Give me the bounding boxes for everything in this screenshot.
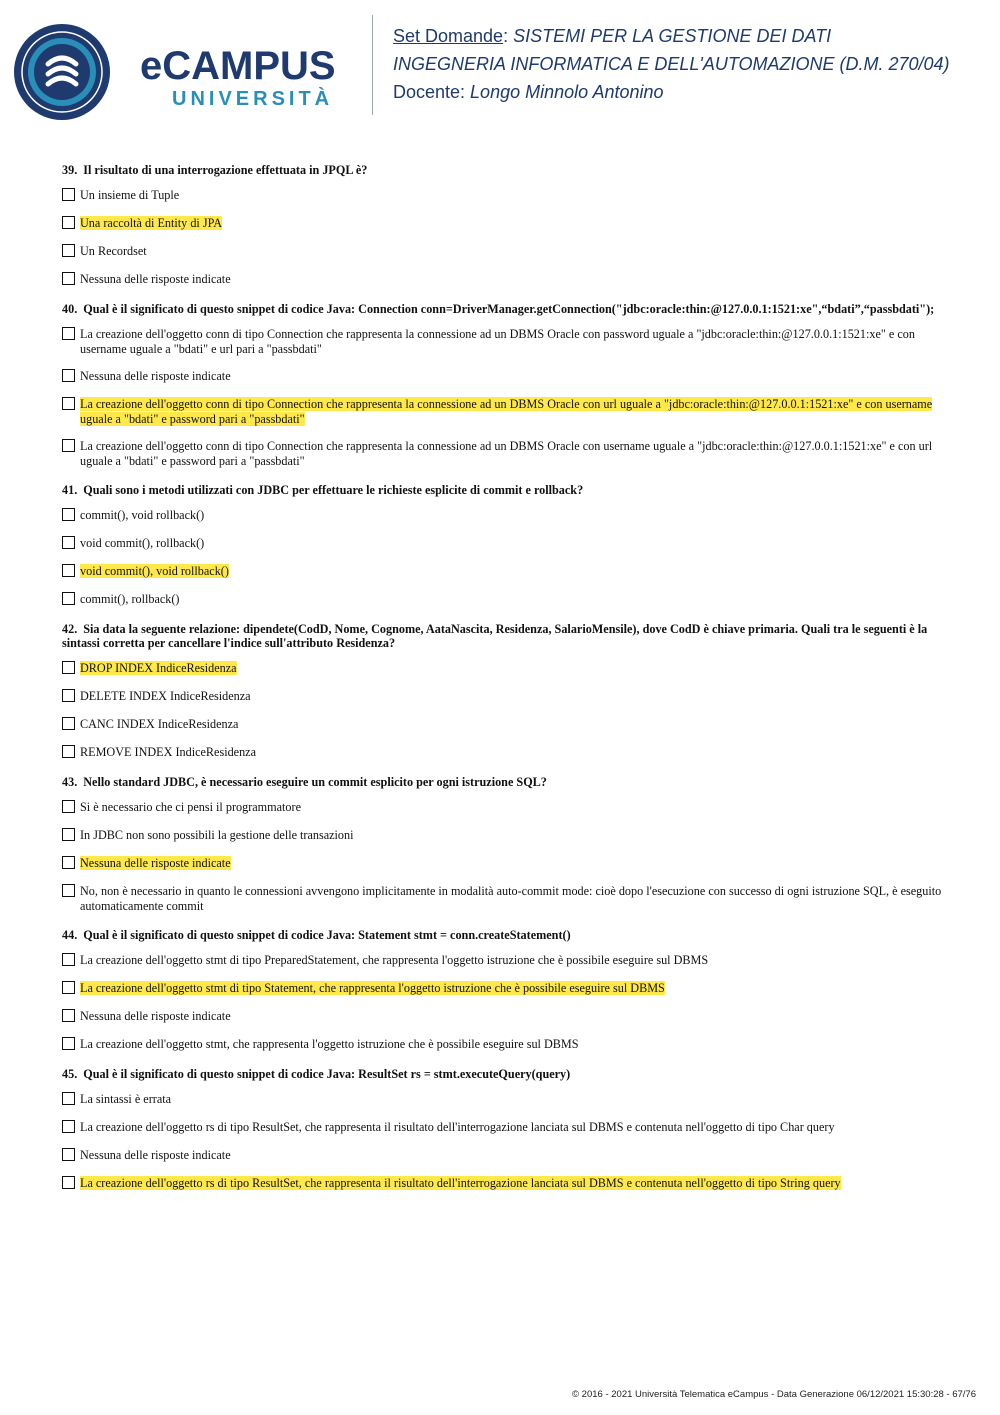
question (62, 163, 942, 288)
brand-name: eCAMPUS (140, 44, 336, 88)
answer-text: Nessuna delle risposte indicate (80, 1009, 231, 1023)
answer-option[interactable] (62, 953, 942, 969)
answer-text: CANC INDEX IndiceResidenza (80, 717, 239, 731)
answer-option[interactable] (62, 1037, 942, 1053)
answer-checkbox[interactable] (62, 828, 75, 841)
question (62, 1067, 942, 1192)
question-text: Il risultato di una interrogazione effettuata in JPQL è? (83, 163, 368, 177)
answer-text: La creazione dell'oggetto stmt, che rappresenta l'oggetto istruzione che è possibile eseguire sul DBMS (80, 1037, 579, 1051)
answer-option[interactable] (62, 717, 942, 733)
answer-checkbox[interactable] (62, 717, 75, 730)
teacher-line (393, 78, 950, 106)
answer-text: Nessuna delle risposte indicate (80, 856, 231, 870)
answer-text: Una raccoltà di Entity di JPA (80, 216, 223, 230)
answer-text: Un Recordset (80, 244, 147, 258)
header-divider (372, 15, 373, 115)
question-number: 42. (62, 622, 78, 636)
answer-text: Si è necessario che ci pensi il programmatore (80, 800, 301, 814)
question-title (62, 302, 942, 316)
question (62, 622, 942, 761)
question-text: Qual è il significato di questo snippet di codice Java: Statement stmt = conn.createStatement() (83, 928, 571, 942)
question (62, 483, 942, 608)
answer-checkbox[interactable] (62, 244, 75, 257)
question-title (62, 483, 942, 497)
answer-checkbox[interactable] (62, 884, 75, 897)
answer-checkbox[interactable] (62, 689, 75, 702)
answer-text: La sintassi è errata (80, 1092, 172, 1106)
answer-checkbox[interactable] (62, 592, 75, 605)
answer-text: void commit(), void rollback() (80, 564, 229, 578)
answer-option[interactable] (62, 508, 942, 524)
answer-option[interactable] (62, 884, 942, 914)
course-name: SISTEMI PER LA GESTIONE DEI DATI (513, 26, 832, 46)
answer-option[interactable] (62, 689, 942, 705)
answer-text: commit(), rollback() (80, 592, 180, 606)
answer-text: Un insieme di Tuple (80, 188, 180, 202)
answer-text: No, non è necessario in quanto le connessioni avvengono implicitamente in modalità auto-commit mode: cioè dopo l'esecuzione con successo di ogni istruzione SQL, è eseguito automaticamente commit (80, 884, 942, 913)
answer-text: Nessuna delle risposte indicate (80, 1148, 231, 1162)
question-text: Qual è il significato di questo snippet di codice Java: Connection conn=DriverManager.getConnection("jdbc:oracle:thin:@127.0.0.1:1521:xe",“bdati”,“passbdati"); (83, 302, 935, 316)
question-title (62, 928, 942, 942)
answer-checkbox[interactable] (62, 1037, 75, 1050)
answer-checkbox[interactable] (62, 800, 75, 813)
answer-option[interactable] (62, 1148, 942, 1164)
answer-option[interactable] (62, 1009, 942, 1025)
answer-text: DROP INDEX IndiceResidenza (80, 661, 237, 675)
answer-option[interactable] (62, 188, 942, 204)
answer-option[interactable] (62, 592, 942, 608)
question-text: Nello standard JDBC, è necessario eseguire un commit esplicito per ogni istruzione SQL? (83, 775, 547, 789)
question-title (62, 622, 942, 650)
answer-checkbox[interactable] (62, 564, 75, 577)
question-number: 41. (62, 483, 78, 497)
answer-option[interactable] (62, 800, 942, 816)
answer-option[interactable] (62, 856, 942, 872)
answer-text: commit(), void rollback() (80, 508, 205, 522)
answer-checkbox[interactable] (62, 1092, 75, 1105)
answer-option[interactable] (62, 1176, 942, 1192)
brand-subtitle: UNIVERSITÀ (172, 88, 334, 110)
answer-text: La creazione dell'oggetto stmt di tipo PreparedStatement, che rappresenta l'oggetto istruzione che è possibile eseguire sul DBMS (80, 953, 709, 967)
answer-text: La creazione dell'oggetto stmt di tipo Statement, che rappresenta l'oggetto istruzione che è possibile eseguire sul DBMS (80, 981, 665, 995)
answer-option[interactable] (62, 1120, 942, 1136)
answer-checkbox[interactable] (62, 1009, 75, 1022)
university-seal-icon (12, 22, 132, 122)
set-line: Set Domande: SISTEMI PER LA GESTIONE DEI DATI (393, 26, 832, 46)
ecampus-logo (12, 22, 372, 122)
question-text: Sia data la seguente relazione: dipendete(CodD, Nome, Cognome, AataNascita, Residenza, SalarioMensile), dove CodD è chiave primaria. Quali tra le seguenti è la sintassi corretta per cancellare l'indice sull'attributo Residenza? (62, 622, 928, 650)
question-text: Quali sono i metodi utilizzati con JDBC per effettuare le richieste esplicite di commit e rollback? (83, 483, 584, 497)
answer-checkbox[interactable] (62, 1120, 75, 1133)
question (62, 928, 942, 1053)
answer-checkbox[interactable] (62, 745, 75, 758)
answer-text: La creazione dell'oggetto rs di tipo ResultSet, che rappresenta il risultato dell'interrogazione lanciata sul DBMS e contenuta nell'oggetto di tipo Char query (80, 1120, 835, 1134)
answer-checkbox[interactable] (62, 397, 75, 410)
question-text: Qual è il significato di questo snippet di codice Java: ResultSet rs = stmt.executeQuery(query) (83, 1067, 571, 1081)
answer-checkbox[interactable] (62, 981, 75, 994)
answer-option[interactable] (62, 745, 942, 761)
answer-checkbox[interactable] (62, 536, 75, 549)
answer-text: La creazione dell'oggetto conn di tipo Connection che rappresenta la connessione ad un DBMS Oracle con url uguale a "jdbc:oracle:thin:@127.0.0.1:1521:xe" e con username uguale a "bdati" e password pari a "passbdati" (80, 397, 933, 426)
answer-checkbox[interactable] (62, 216, 75, 229)
question-number: 43. (62, 775, 78, 789)
answer-text: REMOVE INDEX IndiceResidenza (80, 745, 256, 759)
answer-checkbox[interactable] (62, 856, 75, 869)
answer-option[interactable] (62, 981, 942, 997)
answer-text: void commit(), rollback() (80, 536, 205, 550)
answer-text: La creazione dell'oggetto conn di tipo Connection che rappresenta la connessione ad un DBMS Oracle con password uguale a "jdbc:oracle:thin:@127.0.0.1:1521:xe" e con username uguale a "bdati" e url pari a "passbdati" (80, 327, 915, 356)
answer-option[interactable] (62, 244, 942, 260)
answer-text: Nessuna delle risposte indicate (80, 369, 231, 383)
answer-option[interactable] (62, 369, 942, 385)
answer-checkbox[interactable] (62, 188, 75, 201)
set-label: Set Domande (393, 26, 504, 46)
answer-text: Nessuna delle risposte indicate (80, 272, 231, 286)
question-title (62, 163, 942, 177)
answer-option[interactable] (62, 439, 942, 469)
question-number: 45. (62, 1067, 78, 1081)
answer-text: DELETE INDEX IndiceResidenza (80, 689, 251, 703)
teacher-label: Docente: (393, 82, 471, 102)
page-footer: © 2016 - 2021 Università Telematica eCampus - Data Generazione 06/12/2021 15:30:28 - 67/76 (572, 1389, 976, 1400)
question-number: 40. (62, 302, 78, 316)
teacher-name: Longo Minnolo Antonino (470, 82, 664, 102)
question-title (62, 775, 942, 789)
answer-option[interactable] (62, 216, 942, 232)
question (62, 302, 942, 469)
answer-option[interactable] (62, 828, 942, 844)
answer-checkbox[interactable] (62, 1176, 75, 1189)
answer-checkbox[interactable] (62, 327, 75, 340)
answer-text: La creazione dell'oggetto rs di tipo ResultSet, che rappresenta il risultato dell'interrogazione lanciata sul DBMS e contenuta nell'oggetto di tipo String query (80, 1176, 841, 1190)
answer-checkbox[interactable] (62, 953, 75, 966)
answer-option[interactable] (62, 564, 942, 580)
question-number: 44. (62, 928, 78, 942)
answer-text: In JDBC non sono possibili la gestione delle transazioni (80, 828, 354, 842)
answer-checkbox[interactable] (62, 661, 75, 674)
answer-text: La creazione dell'oggetto conn di tipo Connection che rappresenta la connessione ad un DBMS Oracle con username uguale a "jdbc:oracle:thin:@127.0.0.1:1521:xe" e con url uguale a "bdati" e password pari a "passbdati" (80, 439, 933, 468)
answer-option[interactable] (62, 272, 942, 288)
question-title (62, 1067, 942, 1081)
answer-option[interactable] (62, 397, 942, 427)
answer-checkbox[interactable] (62, 1148, 75, 1161)
header-info (393, 22, 950, 106)
question-list (62, 163, 942, 1206)
answer-option[interactable] (62, 1092, 942, 1108)
question (62, 775, 942, 914)
answer-checkbox[interactable] (62, 508, 75, 521)
answer-checkbox[interactable] (62, 272, 75, 285)
answer-checkbox[interactable] (62, 369, 75, 382)
page-header (0, 0, 1000, 125)
answer-checkbox[interactable] (62, 439, 75, 452)
answer-option[interactable] (62, 661, 942, 677)
question-number: 39. (62, 163, 78, 177)
answer-option[interactable] (62, 327, 942, 357)
answer-option[interactable] (62, 536, 942, 552)
degree-name: INGEGNERIA INFORMATICA E DELL'AUTOMAZIONE (D.M. 270/04) (393, 54, 950, 74)
